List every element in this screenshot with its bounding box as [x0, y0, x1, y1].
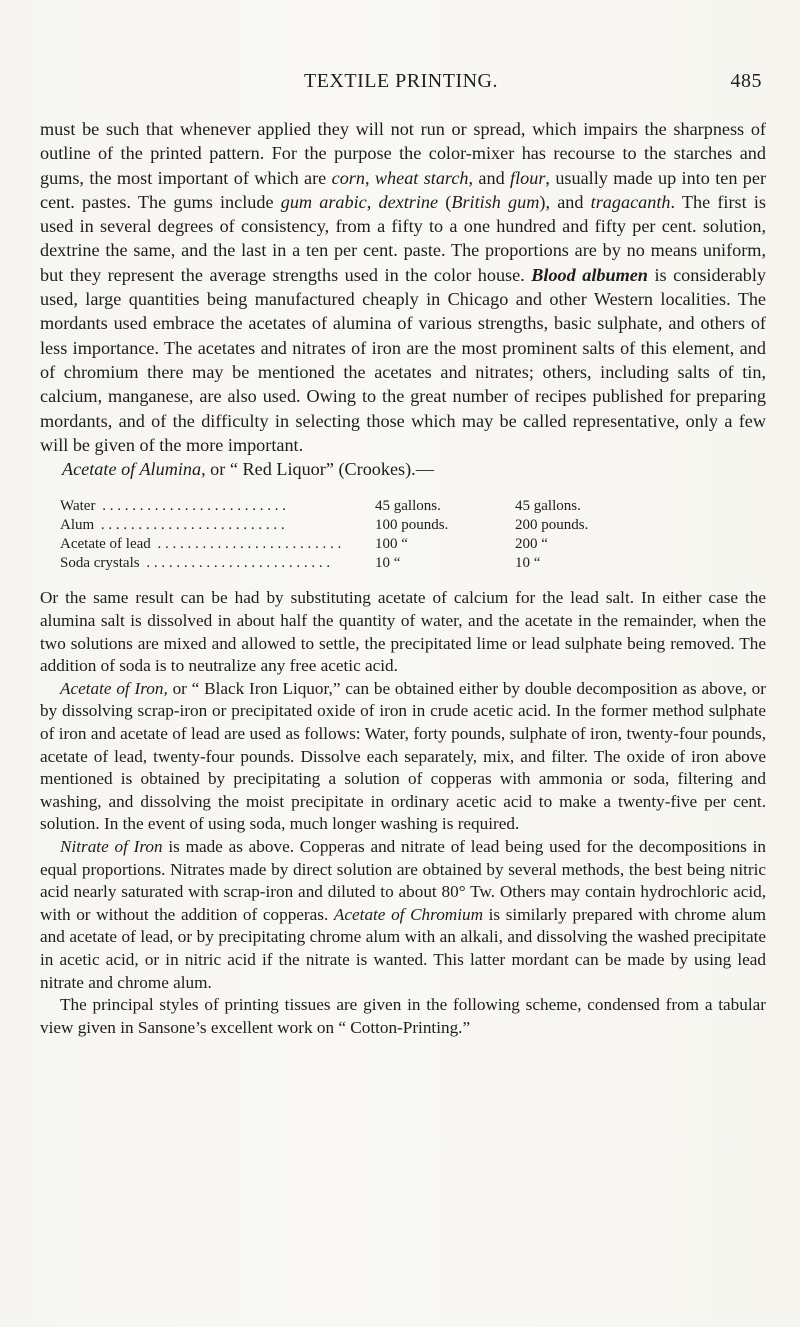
amount-a: 45 gallons.: [375, 498, 441, 515]
amount-b: 10 “: [515, 555, 541, 572]
closing-paragraph: The principal styles of printing tissues are given in the following scheme, condensed from a tabular view given in Sansone’s excellent work on “ Cotton-Printing.”: [40, 995, 766, 1037]
ingredient-label: Water: [60, 498, 98, 514]
amount-b: 45 gallons.: [515, 498, 581, 515]
recipe-heading-rest: or “ Red Liquor” (Crookes).—: [205, 459, 434, 480]
amount-a: 100 “: [375, 536, 408, 553]
recipe-heading-italic: Acetate of Alumina,: [62, 459, 206, 480]
iron-acetate-text: or “ Black Iron Liquor,” can be obtained either by double decomposition as above, or by dissolving scrap-iron or precipitated oxide of iron in crude acetic acid. In the former method sulphate of iron and acetate of lead are used as follows: Water, forty pounds, sulphate of iron, twenty-four pounds, acetate of lead, twenty-four pounds. Dissolve each separately, mix, and filter. The oxide of iron above mentioned is obtained by precipitating a solution of copperas with ammonia or soda, filtering and washing, and dissolving the moist precipitate in ordinary acetic acid to make a twenty-five per cent. solution. In the event of using soda, much longer washing is required.: [40, 678, 766, 834]
amount-a: 10 “: [375, 555, 401, 572]
chromium-acetate-head: Acetate of Chromium: [333, 904, 483, 924]
chromium-acetate-text: is similarly prepared with chrome alum and acetate of lead, or by precipitating chrome alum with an alkali, and dissolving the washed precipitate in acetic acid, or in nitric acid if the nitrate is wanted. This latter mordant can be made by using lead nitrate and chrome alum.: [40, 904, 766, 992]
table-row: Alum . . . . . . . . . . . . . . . . . . . . . . . . . 100 pounds. 200 pounds.: [60, 516, 655, 535]
table-row: Water . . . . . . . . . . . . . . . . . . . . . . . . . 45 gallons. 45 gallons.: [60, 497, 655, 516]
amount-b: 200 pounds.: [515, 517, 589, 534]
iron-nitrate-text: is made as above. Copperas and nitrate of lead being used for the decompositions in equal proportions. Nitrates made by direct solution are obtained by several methods, the best being nitric acid nearly saturated with scrap-iron and diluted to about 80° Tw. Others may contain hydrochloric acid, with or without the addition of copperas.: [40, 836, 767, 924]
page-number: 485: [730, 70, 762, 92]
table-row: Soda crystals . . . . . . . . . . . . . . . . . . . . . . . . . 10 “ 10 “: [60, 554, 655, 573]
intro-paragraph: must be such that whenever applied they will not run or spread, which impairs the sharpness of outline of the printed pattern. For the purpose the color-mixer has recourse to the starches and gums, the most important of which are corn, wheat starch, and flour, usually made up into ten per cent. pastes. The gums include gum arabic, dextrine (British gum), and tragacanth. The first is used in several degrees of consistency, from a fifty to a one hundred and fifty per cent. solution, dextrine the same, and the last in a ten per cent. paste. The proportions are by no means uniform, but they represent the average strengths used in the color house. Blood albumen is considerably used, large quantities being manufactured cheaply in Chicago and other Western localities. The mordants used embrace the acetates of alumina of various strengths, basic sulphate, and others of less importance. The acetates and nitrates of iron are the most prominent salts of this element, and of chromium there may be mentioned the acetates and nitrates; others, including salts of tin, calcium, manganese, are also used. Owing to the great number of recipes published for preparing mordants, and of the difficulty in selecting those which may be called representative, only a few will be given of the more important.: [40, 119, 767, 455]
amount-a: 100 pounds.: [375, 517, 449, 534]
ingredient-label: Acetate of lead: [60, 536, 154, 552]
iron-acetate-head: Acetate of Iron,: [60, 678, 168, 698]
iron-nitrate-head: Nitrate of Iron: [60, 836, 163, 856]
table-row: Acetate of lead . . . . . . . . . . . . . . . . . . . . . . . . . 100 “ 200 “: [60, 535, 655, 554]
ingredient-label: Alum: [60, 517, 97, 533]
page-body: [40, 117, 766, 1039]
recipe-table: [60, 497, 655, 573]
iron-nitrate-paragraph: [40, 836, 766, 994]
ingredient-label: Soda crystals: [60, 555, 143, 571]
running-header: [40, 70, 762, 102]
lower-text: [40, 587, 766, 1039]
after-recipe-paragraph: Or the same result can be had by substituting acetate of calcium for the lead salt. In either case the alumina salt is dissolved in about half the quantity of water, and the acetate in the remainder, when the two solutions are mixed and allowed to settle, the precipitated lime or lead sulphate being removed. The addition of soda is to neutralize any free acetic acid.: [40, 588, 766, 676]
recipe-heading: [40, 457, 766, 481]
header-title: TEXTILE PRINTING.: [303, 70, 499, 92]
amount-b: 200 “: [515, 536, 548, 553]
iron-acetate-paragraph: [40, 678, 766, 836]
